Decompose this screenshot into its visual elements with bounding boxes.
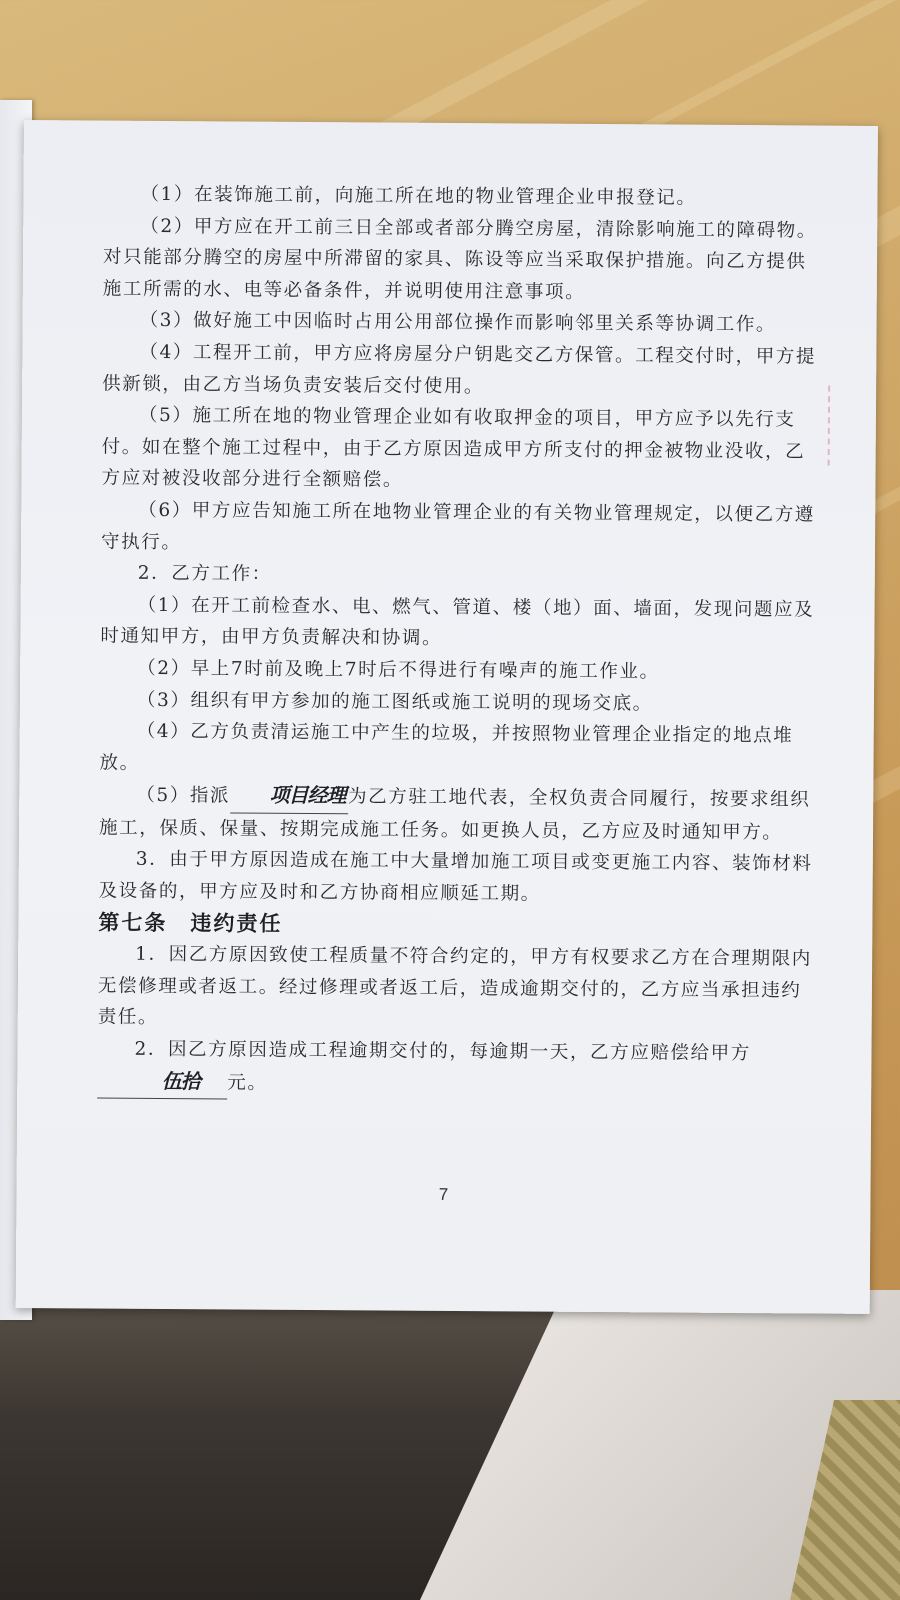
clause-paragraph: （4）工程开工前，甲方应将房屋分户钥匙交乙方保管。工程交付时，甲方提供新锁，由乙方当场负责安装后交付使用。 (102, 341, 817, 397)
pink-mark (822, 386, 831, 466)
page-number: 7 (438, 1184, 449, 1204)
clause-paragraph: （2）早上7时前及晚上7时后不得进行有噪声的施工作业。 (137, 657, 660, 683)
clause-penalty (97, 1034, 813, 1104)
clause-paragraph: （3）做好施工中因临时占用公用部位操作而影响邻里关系等协调工作。 (139, 310, 777, 336)
clause-text: （5）指派 (136, 785, 231, 807)
clause-text: 2．因乙方原因造成工程逾期交付的，每逾期一天，乙方应赔偿给甲方 (134, 1038, 751, 1065)
clause-paragraph: 1．因乙方原因致使工程质量不符合约定的，甲方有权要求乙方在合理期限内无偿修理或者返工。经过修理或者返工后，造成逾期交付的，乙方应当承担违约责任。 (97, 944, 812, 1029)
page-content (97, 179, 819, 1104)
fill-in-blank (97, 1065, 227, 1100)
clause-paragraph: 3．由于甲方原因造成在施工中大量增加施工项目或变更施工内容、装饰材料及设备的，甲方应及时和乙方协商相应顺延工期。 (98, 849, 813, 905)
clause-text: 元。 (227, 1072, 268, 1094)
clause-paragraph: （5）施工所在地的物业管理企业如有收取押金的项目，甲方应予以先行支付。如在整个施工过程中，由于乙方原因造成甲方所支付的押金被物业没收，乙方应对被没收部分进行全额赔偿。 (101, 404, 806, 491)
clause-paragraph: （3）组织有甲方参加的施工图纸或施工说明的现场交底。 (136, 689, 653, 714)
handwritten-entry: 伍拾 (161, 1068, 200, 1093)
clause-text: 为乙方驻工地代表，全权负责合同履行，按要求组织施工，保质、保量、按期完成施工任务。如更换人员，乙方应及时通知甲方。 (98, 786, 811, 844)
document-page (16, 120, 878, 1314)
article-heading: 第七条 违约责任 (98, 910, 283, 936)
handwritten-entry: 项目经理 (269, 783, 346, 808)
clause-paragraph: （2）甲方应在开工前三日全部或者部分腾空房屋，清除影响施工的障碍物。对只能部分腾空的房屋中所滞留的家具、陈设等应当采取保护措施。向乙方提供施工所需的水、电等必备条件，并说明使用注意事项。 (102, 215, 818, 303)
section-heading-contractor: 2．乙方工作： (137, 562, 272, 585)
clause-paragraph: （6）甲方应告知施工所在地物业管理企业的有关物业管理规定，以便乙方遵守执行。 (100, 499, 816, 553)
clause-paragraph: （1）在开工前检查水、电、燃气、管道、楼（地）面、墙面，发现问题应及时通知甲方，由甲方负责解决和协调。 (100, 594, 815, 650)
clause-paragraph: （4）乙方负责清运施工中产生的垃圾，并按照物业管理企业指定的地点堆放。 (99, 720, 794, 774)
fill-in-blank (230, 780, 348, 814)
clause-representative (99, 779, 815, 849)
clause-paragraph: （1）在装饰施工前，向施工所在地的物业管理企业申报登记。 (140, 183, 697, 209)
